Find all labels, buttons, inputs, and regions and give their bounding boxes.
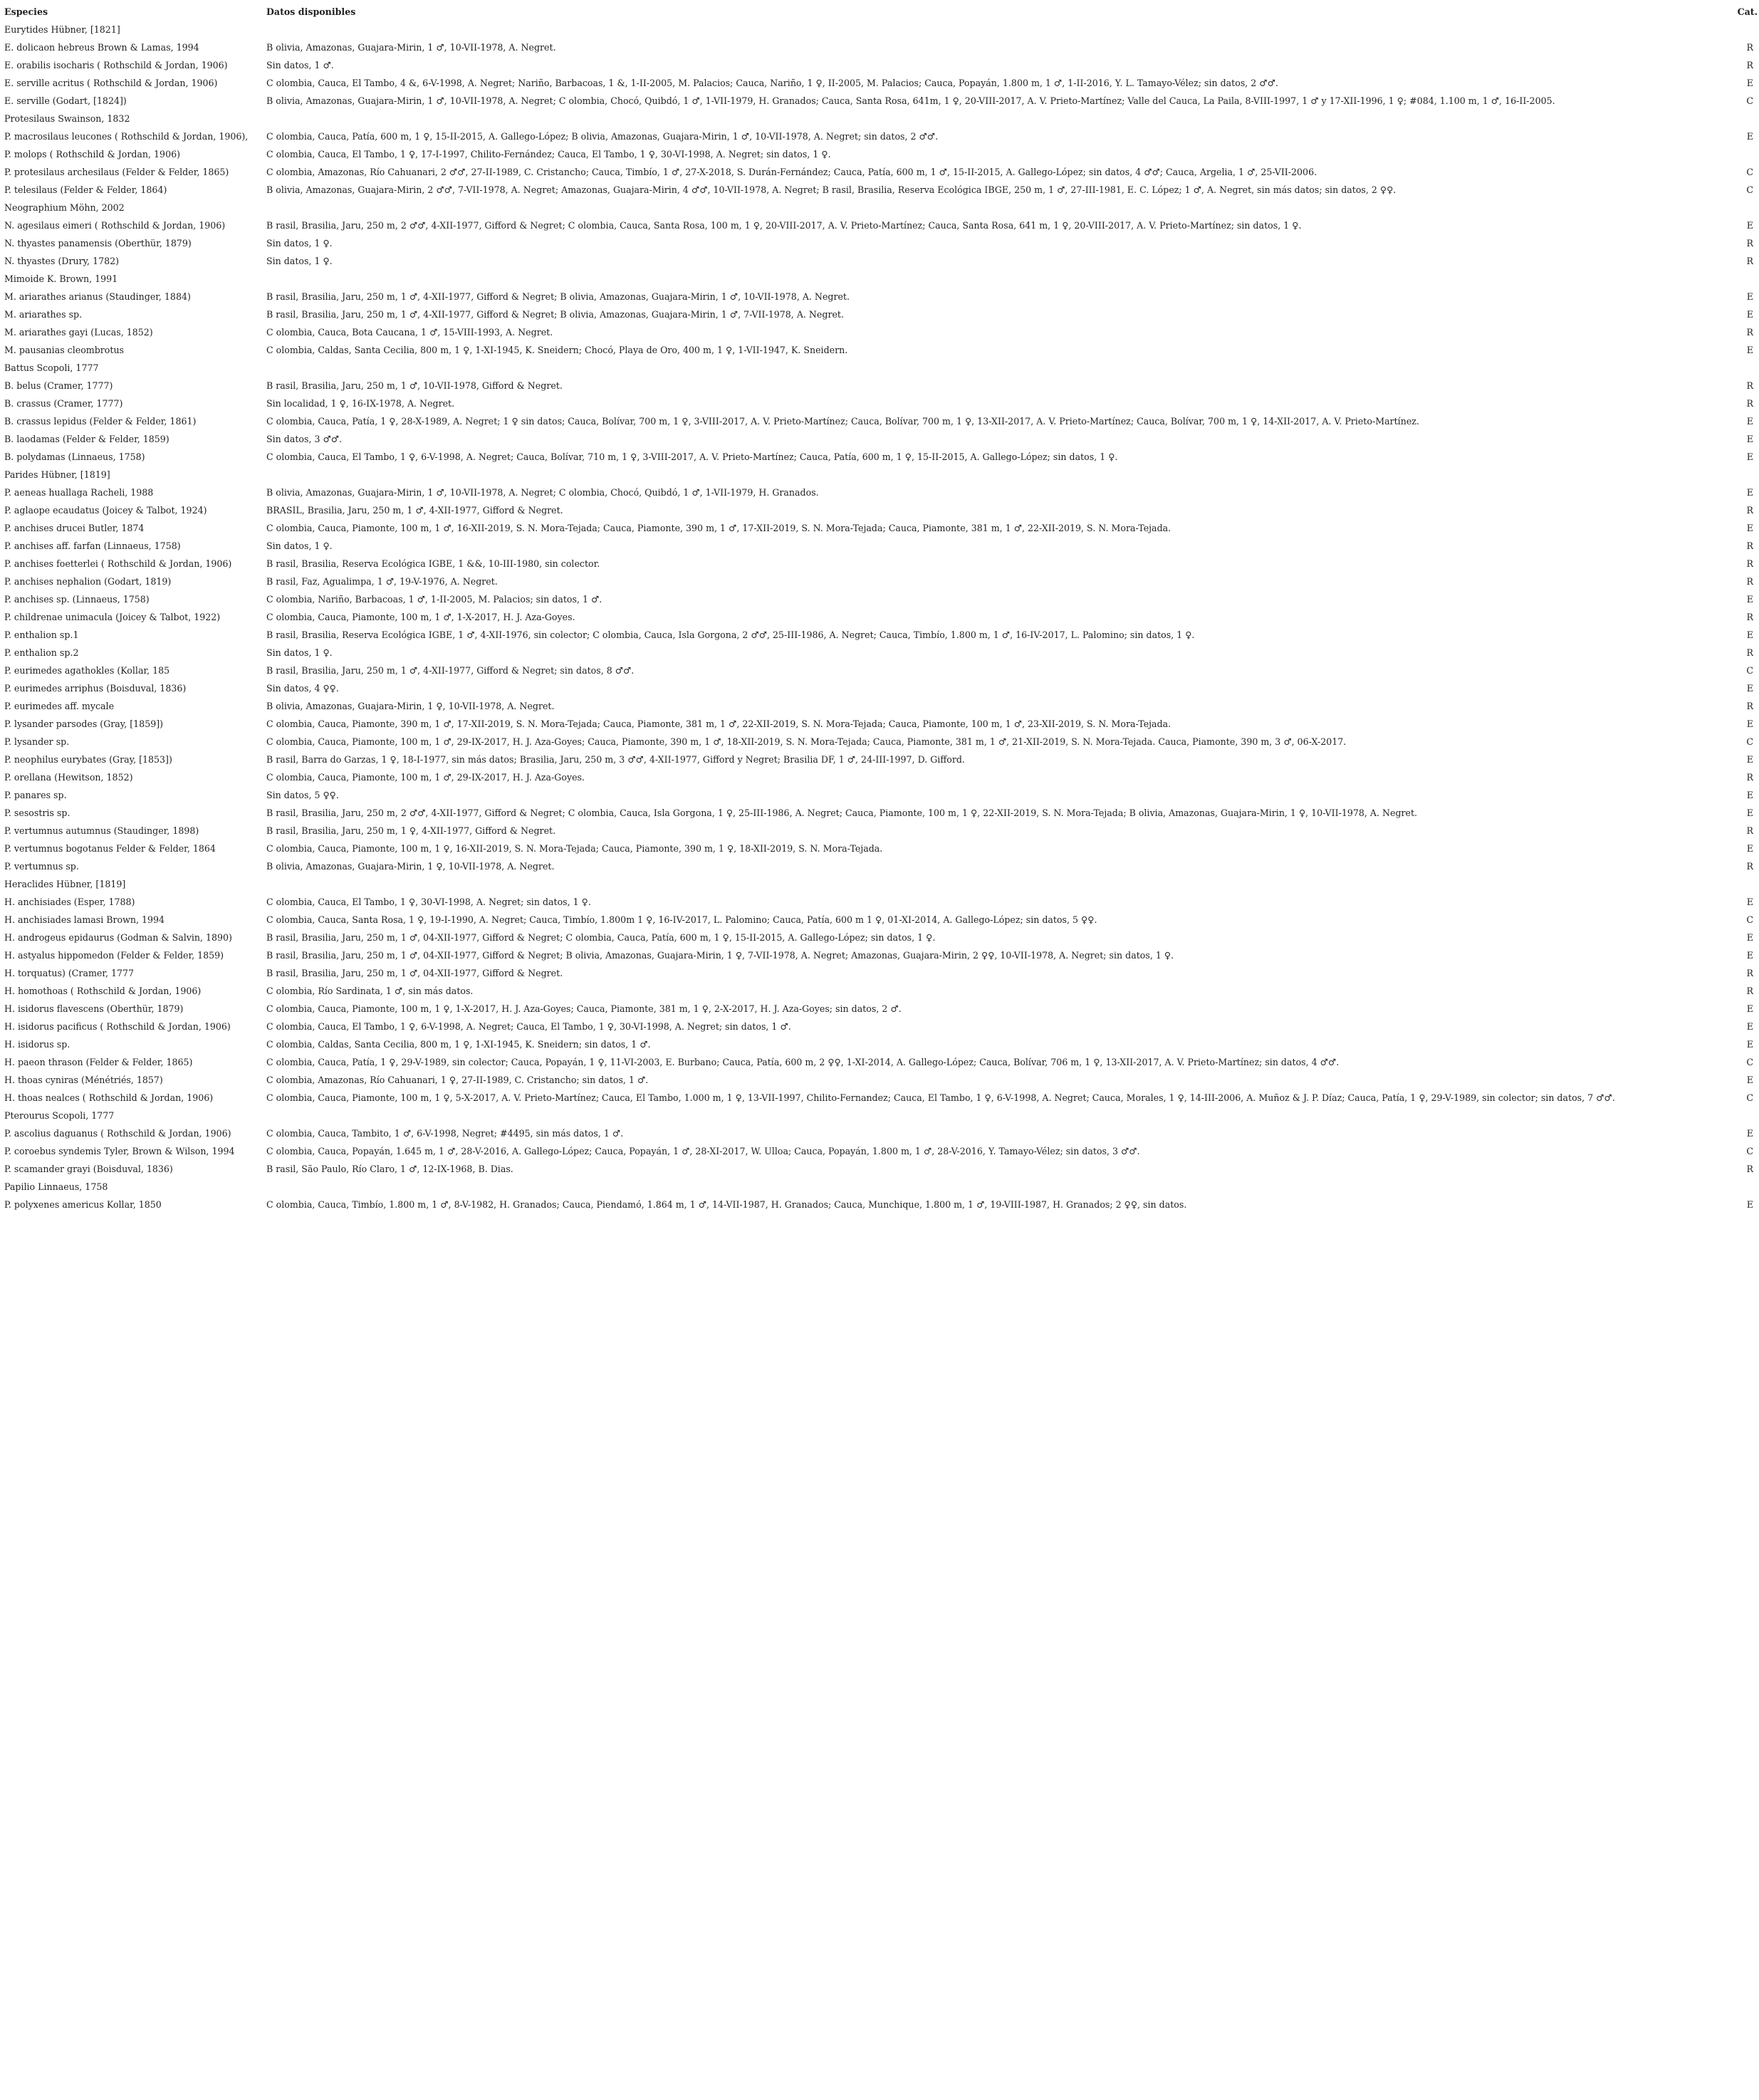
species-cell: E. serville (Godart, [1824])	[4, 95, 127, 106]
category-cell: R	[1746, 1164, 1753, 1174]
table-row	[4, 1142, 1758, 1160]
category-cell: E	[1746, 808, 1753, 818]
species-cell: P. protesilaus archesilaus (Felder & Felder, 1865)	[4, 167, 229, 177]
table-row	[4, 519, 1758, 537]
category-cell	[1736, 199, 1758, 216]
species-cell: P. molops ( Rothschild & Jordan, 1906)	[4, 149, 181, 160]
table-row	[4, 56, 1758, 74]
species-cell: P. enthalion sp.1	[4, 630, 79, 640]
data-cell: C olombia, Cauca, El Tambo, 1 ♀, 6-V-1998, A. Negret; Cauca, Bolívar, 710 m, 1 ♀, 3-VIII-2017, A. V. Prieto-Martínez; Cauca, Patía, 600 m, 1 ♀, 15-II-2015, A. Gallego-López; sin datos, 1 ♀.	[266, 451, 1118, 462]
species-cell: P. anchises nephalion (Godart, 1819)	[4, 576, 172, 587]
table-body	[4, 21, 1758, 1213]
category-cell	[1736, 110, 1758, 127]
category-cell	[1736, 270, 1758, 288]
category-cell: R	[1746, 238, 1753, 249]
species-cell: M. ariarathes arianus (Staudinger, 1884)	[4, 291, 191, 302]
data-cell: C olombia, Cauca, Piamonte, 100 m, 1 ♂, 29-IX-2017, H. J. Aza-Goyes; Cauca, Piamonte, 390 m, 1 ♂, 18-XII-2019, S. N. Mora-Tejada; Cauca, Piamonte, 381 m, 1 ♂, 21-XII-2019, S. N. Mora-Tejada. Cauca, Piamonte, 390 m, 3 ♂, 06-X-2017.	[266, 736, 1347, 747]
species-cell: P. eurimedes agathokles (Kollar, 185	[4, 665, 170, 676]
data-cell: C olombia, Cauca, Piamonte, 100 m, 1 ♂, 16-XII-2019, S. N. Mora-Tejada; Cauca, Piamonte, 390 m, 1 ♂, 17-XII-2019, S. N. Mora-Tejada; Cauca, Piamonte, 381 m, 1 ♂, 22-XII-2019, S. N. Mora-Tejada.	[266, 523, 1171, 533]
table-row	[4, 377, 1758, 395]
category-cell: R	[1746, 612, 1753, 622]
table-row	[4, 626, 1758, 644]
data-cell: C olombia, Caldas, Santa Cecilia, 800 m, 1 ♀, 1-XI-1945, K. Sneidern; Chocó, Playa de Oro, 400 m, 1 ♀, 1-VII-1947, K. Sneidern.	[266, 345, 848, 355]
data-cell: C olombia, Cauca, Patía, 1 ♀, 29-V-1989, sin colector; Cauca, Popayán, 1 ♀, 11-VI-2003, E. Burbano; Cauca, Patía, 600 m, 2 ♀♀, 1-XI-2014, A. Gallego-López; Cauca, Bolívar, 706 m, 1 ♀, 13-XII-2017, A. V. Prieto-Martínez; sin datos, 4 ♂♂.	[266, 1057, 1340, 1067]
category-cell: C	[1746, 1146, 1753, 1156]
table-row	[4, 822, 1758, 840]
species-cell: M. ariarathes gayi (Lucas, 1852)	[4, 327, 153, 338]
data-cell	[266, 110, 1736, 127]
category-cell: C	[1746, 736, 1753, 747]
table-row	[4, 163, 1758, 181]
data-cell: C olombia, Cauca, El Tambo, 4 &, 6-V-1998, A. Negret; Nariño, Barbacoas, 1 &, 1-II-2005, M. Palacios; Cauca, Nariño, 1 ♀, II-2005, M. Palacios; Cauca, Popayán, 1.800 m, 1 ♂, 1-II-2016, Y. L. Tamayo-Vélez; sin datos, 2 ♂♂.	[266, 78, 1278, 88]
data-cell: B rasil, Brasilia, Jaru, 250 m, 1 ♂, 4-XII-1977, Gifford & Negret; sin datos, 8 ♂♂.	[266, 665, 635, 676]
species-cell: H. torquatus) (Cramer, 1777	[4, 968, 135, 978]
data-cell: Sin datos, 1 ♂.	[266, 60, 334, 70]
data-cell	[266, 466, 1736, 484]
species-cell: H. anchisiades lamasi Brown, 1994	[4, 914, 165, 925]
category-cell: R	[1746, 968, 1753, 978]
genus-row	[4, 1107, 1758, 1124]
category-cell: C	[1746, 914, 1753, 925]
table-row	[4, 181, 1758, 199]
species-cell: P. lysander sp.	[4, 736, 70, 747]
species-cell: P. eurimedes aff. mycale	[4, 701, 115, 711]
table-row	[4, 252, 1758, 270]
table-row	[4, 946, 1758, 964]
species-cell: B. crassus (Cramer, 1777)	[4, 398, 123, 409]
species-cell: P. enthalion sp.2	[4, 647, 79, 658]
table-row	[4, 768, 1758, 786]
species-cell: P. macrosilaus leucones ( Rothschild & Jordan, 1906),	[4, 131, 249, 142]
table-row	[4, 573, 1758, 590]
category-cell: E	[1746, 434, 1753, 444]
category-cell: R	[1746, 60, 1753, 70]
data-cell: B rasil, Brasilia, Jaru, 250 m, 2 ♂♂, 4-XII-1977, Gifford & Negret; C olombia, Cauca, Santa Rosa, 100 m, 1 ♀, 20-VIII-2017, A. V. Prieto-Martínez; Cauca, Santa Rosa, 641 m, 1 ♀, 20-VIII-2017, A. V. Prieto-Martínez; sin datos, 1 ♀.	[266, 220, 1302, 231]
table-row	[4, 1053, 1758, 1071]
data-cell: C olombia, Cauca, Timbío, 1.800 m, 1 ♂, 8-V-1982, H. Granados; Cauca, Piendamó, 1.864 m, 1 ♂, 14-VII-1987, H. Granados; Cauca, Munchique, 1.800 m, 1 ♂, 19-VIII-1987, H. Granados; 2 ♀♀, sin datos.	[266, 1199, 1187, 1210]
table-row	[4, 537, 1758, 555]
table-row	[4, 216, 1758, 234]
species-cell: P. orellana (Hewitson, 1852)	[4, 772, 133, 783]
data-cell: C olombia, Nariño, Barbacoas, 1 ♂, 1-II-2005, M. Palacios; sin datos, 1 ♂.	[266, 594, 602, 605]
table-row	[4, 982, 1758, 1000]
species-cell: H. astyalus hippomedon (Felder & Felder, 1859)	[4, 950, 224, 961]
table-row	[4, 644, 1758, 662]
category-cell: E	[1746, 523, 1753, 533]
data-cell: C olombia, Amazonas, Río Cahuanari, 2 ♂♂, 27-II-1989, C. Cristancho; Cauca, Timbío, 1 ♂, 27-X-2018, S. Durán-Fernández; Cauca, Patía, 600 m, 1 ♂, 15-II-2015, A. Gallego-López; sin datos, 4 ♂♂; Cauca, Argelia, 1 ♂, 25-VII-2006.	[266, 167, 1317, 177]
species-cell: H. homothoas ( Rothschild & Jordan, 1906)	[4, 986, 202, 996]
data-cell: B rasil, Brasilia, Jaru, 250 m, 1 ♂, 4-XII-1977, Gifford & Negret; B olivia, Amazonas, Guajara-Mirin, 1 ♂, 7-VII-1978, A. Negret.	[266, 309, 844, 320]
data-cell: Sin datos, 1 ♀.	[266, 238, 333, 249]
table-row	[4, 590, 1758, 608]
table-row	[4, 1124, 1758, 1142]
table-row	[4, 715, 1758, 733]
data-cell	[266, 1107, 1736, 1124]
table-row	[4, 662, 1758, 679]
category-cell: R	[1746, 825, 1753, 836]
category-cell: E	[1746, 291, 1753, 302]
data-cell: C olombia, Cauca, Patía, 600 m, 1 ♀, 15-II-2015, A. Gallego-López; B olivia, Amazonas, Guajara-Mirin, 1 ♂, 10-VII-1978, A. Negret; sin datos, 2 ♂♂.	[266, 131, 939, 142]
data-cell: C olombia, Amazonas, Río Cahuanari, 1 ♀, 27-II-1989, C. Cristancho; sin datos, 1 ♂.	[266, 1075, 649, 1085]
table-row	[4, 1196, 1758, 1213]
species-cell: H. paeon thrason (Felder & Felder, 1865)	[4, 1057, 193, 1067]
table-row	[4, 804, 1758, 822]
species-cell: H. thoas nealces ( Rothschild & Jordan, 1906)	[4, 1092, 214, 1103]
data-cell: B rasil, Brasilia, Jaru, 250 m, 1 ♀, 4-XII-1977, Gifford & Negret.	[266, 825, 556, 836]
table-row	[4, 1071, 1758, 1089]
table-row	[4, 751, 1758, 768]
data-cell: B rasil, Brasilia, Reserva Ecológica IGBE, 1 &&, 10-III-1980, sin colector.	[266, 558, 600, 569]
data-cell: Sin datos, 3 ♂♂.	[266, 434, 343, 444]
data-cell: B olivia, Amazonas, Guajara-Mirin, 1 ♂, 10-VII-1978, A. Negret.	[266, 42, 556, 53]
species-cell: B. belus (Cramer, 1777)	[4, 380, 113, 391]
species-cell: E. serville acritus ( Rothschild & Jordan, 1906)	[4, 78, 218, 88]
category-cell: R	[1746, 42, 1753, 53]
category-cell: C	[1746, 1057, 1753, 1067]
category-cell: E	[1746, 1039, 1753, 1050]
table-row	[4, 323, 1758, 341]
category-cell: R	[1746, 540, 1753, 551]
category-cell: E	[1746, 416, 1753, 427]
category-cell	[1736, 1178, 1758, 1196]
table-row	[4, 786, 1758, 804]
category-cell: E	[1746, 1075, 1753, 1085]
category-cell: R	[1746, 986, 1753, 996]
category-cell: E	[1746, 630, 1753, 640]
table-row	[4, 697, 1758, 715]
data-cell	[266, 21, 1736, 38]
table-row	[4, 1000, 1758, 1018]
header-species: Especies	[4, 6, 48, 17]
table-row	[4, 1018, 1758, 1035]
data-cell: C olombia, Cauca, Piamonte, 100 m, 1 ♀, 1-X-2017, H. J. Aza-Goyes; Cauca, Piamonte, 381 m, 1 ♀, 2-X-2017, H. J. Aza-Goyes; sin datos, 2 ♂.	[266, 1003, 902, 1014]
category-cell: E	[1746, 1003, 1753, 1014]
data-cell	[266, 1178, 1736, 1196]
header-row	[4, 3, 1758, 21]
table-row	[4, 911, 1758, 929]
category-cell: R	[1746, 398, 1753, 409]
genus-cell: Heraclides Hübner, [1819]	[4, 879, 126, 889]
table-row	[4, 929, 1758, 946]
species-cell: H. isidorus sp.	[4, 1039, 71, 1050]
data-cell: B olivia, Amazonas, Guajara-Mirin, 1 ♂, 10-VII-1978, A. Negret; C olombia, Chocó, Quibdó, 1 ♂, 1-VII-1979, H. Granados; Cauca, Santa Rosa, 641m, 1 ♀, 20-VIII-2017, A. V. Prieto-Martínez; Valle del Cauca, La Paila, 8-VIII-1997, 1 ♂ y 17-XII-1996, 1 ♀; #084, 1.100 m, 1 ♂, 16-II-2005.	[266, 95, 1555, 106]
table-row	[4, 74, 1758, 92]
data-cell: C olombia, Cauca, Piamonte, 390 m, 1 ♂, 17-XII-2019, S. N. Mora-Tejada; Cauca, Piamonte, 381 m, 1 ♂, 22-XII-2019, S. N. Mora-Tejada; Cauca, Piamonte, 100 m, 1 ♂, 23-XII-2019, S. N. Mora-Tejada.	[266, 719, 1171, 729]
category-cell: E	[1746, 451, 1753, 462]
table-row	[4, 964, 1758, 982]
data-cell: C olombia, Cauca, Piamonte, 100 m, 1 ♂, 29-IX-2017, H. J. Aza-Goyes.	[266, 772, 585, 783]
data-cell: C olombia, Cauca, Tambito, 1 ♂, 6-V-1998, Negret; #4495, sin más datos, 1 ♂.	[266, 1128, 624, 1139]
genus-cell: Papilio Linnaeus, 1758	[4, 1181, 108, 1192]
table-row	[4, 1160, 1758, 1178]
category-cell: C	[1746, 95, 1753, 106]
data-cell: C olombia, Río Sardinata, 1 ♂, sin más datos.	[266, 986, 474, 996]
genus-cell: Mimoide K. Brown, 1991	[4, 273, 118, 284]
genus-row	[4, 875, 1758, 893]
category-cell: E	[1746, 1199, 1753, 1210]
genus-cell: Protesilaus Swainson, 1832	[4, 113, 130, 124]
category-cell: E	[1746, 1021, 1753, 1032]
category-cell: E	[1746, 131, 1753, 142]
category-cell: E	[1746, 932, 1753, 943]
header-data: Datos disponibles	[266, 6, 356, 17]
category-cell: E	[1746, 897, 1753, 907]
species-cell: P. scamander grayi (Boisduval, 1836)	[4, 1164, 173, 1174]
species-cell: H. androgeus epidaurus (Godman & Salvin, 1890)	[4, 932, 232, 943]
species-cell: N. thyastes (Drury, 1782)	[4, 256, 120, 266]
data-cell: BRASIL, Brasilia, Jaru, 250 m, 1 ♂, 4-XII-1977, Gifford & Negret.	[266, 505, 563, 516]
category-cell: E	[1746, 719, 1753, 729]
table-row	[4, 127, 1758, 145]
category-cell	[1736, 145, 1758, 163]
genus-cell: Eurytides Hübner, [1821]	[4, 24, 120, 35]
table-row	[4, 448, 1758, 466]
species-cell: P. anchises aff. farfan (Linnaeus, 1758)	[4, 540, 181, 551]
table-row	[4, 484, 1758, 501]
genus-row	[4, 199, 1758, 216]
table-row	[4, 555, 1758, 573]
species-cell: E. orabilis isocharis ( Rothschild & Jordan, 1906)	[4, 60, 228, 70]
species-cell: B. crassus lepidus (Felder & Felder, 1861)	[4, 416, 197, 427]
category-cell: E	[1746, 790, 1753, 800]
species-cell: P. lysander parsodes (Gray, [1859])	[4, 719, 164, 729]
data-cell: B olivia, Amazonas, Guajara-Mirin, 1 ♂, 10-VII-1978, A. Negret; C olombia, Chocó, Quibdó, 1 ♂, 1-VII-1979, H. Granados.	[266, 487, 819, 498]
species-cell: P. sesostris sp.	[4, 808, 71, 818]
data-cell: Sin datos, 1 ♀.	[266, 256, 333, 266]
category-cell: R	[1746, 701, 1753, 711]
genus-cell: Battus Scopoli, 1777	[4, 362, 99, 373]
data-cell: C olombia, Cauca, Santa Rosa, 1 ♀, 19-I-1990, A. Negret; Cauca, Timbío, 1.800m 1 ♀, 16-IV-2017, L. Palomino; Cauca, Patía, 600 m 1 ♀, 01-XI-2014, A. Gallego-López; sin datos, 5 ♀♀.	[266, 914, 1097, 925]
category-cell	[1736, 21, 1758, 38]
category-cell: R	[1746, 772, 1753, 783]
category-cell: R	[1746, 647, 1753, 658]
category-cell: R	[1746, 861, 1753, 872]
species-cell: P. aeneas huallaga Racheli, 1988	[4, 487, 154, 498]
table-row	[4, 430, 1758, 448]
data-cell: B rasil, Brasilia, Jaru, 250 m, 1 ♂, 10-VII-1978, Gifford & Negret.	[266, 380, 563, 391]
category-cell: R	[1746, 505, 1753, 516]
species-cell: B. polydamas (Linnaeus, 1758)	[4, 451, 145, 462]
species-cell: P. childrenae unimacula (Joicey & Talbot, 1922)	[4, 612, 221, 622]
table-row	[4, 305, 1758, 323]
species-records-table	[4, 3, 1758, 1213]
category-cell	[1736, 359, 1758, 377]
data-cell: B rasil, Brasilia, Jaru, 250 m, 1 ♂, 04-XII-1977, Gifford & Negret.	[266, 968, 563, 978]
data-cell: Sin datos, 1 ♀.	[266, 647, 333, 658]
table-row	[4, 412, 1758, 430]
species-cell: H. isidorus pacificus ( Rothschild & Jordan, 1906)	[4, 1021, 231, 1032]
table-row	[4, 857, 1758, 875]
category-cell: E	[1746, 683, 1753, 694]
category-cell	[1736, 875, 1758, 893]
species-cell: P. anchises drucei Butler, 1874	[4, 523, 145, 533]
category-cell: E	[1746, 345, 1753, 355]
category-cell: R	[1746, 380, 1753, 391]
data-cell: Sin datos, 1 ♀.	[266, 540, 333, 551]
species-cell: P. panares sp.	[4, 790, 67, 800]
category-cell	[1736, 466, 1758, 484]
data-cell: C olombia, Cauca, Popayán, 1.645 m, 1 ♂, 28-V-2016, A. Gallego-López; Cauca, Popayán, 1 ♂, 28-XI-2017, W. Ulloa; Cauca, Popayán, 1.800 m, 1 ♂, 28-V-2016, Y. Tamayo-Vélez; sin datos, 3 ♂♂.	[266, 1146, 1140, 1156]
category-cell: R	[1746, 256, 1753, 266]
species-cell: H. isidorus flavescens (Oberthür, 1879)	[4, 1003, 184, 1014]
category-cell: C	[1746, 665, 1753, 676]
category-cell	[1736, 1107, 1758, 1124]
table-row	[4, 38, 1758, 56]
species-cell: P. anchises sp. (Linnaeus, 1758)	[4, 594, 150, 605]
table-row	[4, 288, 1758, 305]
table-row	[4, 733, 1758, 751]
table-row	[4, 501, 1758, 519]
data-cell: Sin datos, 4 ♀♀.	[266, 683, 339, 694]
data-cell: B rasil, São Paulo, Río Claro, 1 ♂, 12-IX-1968, B. Dias.	[266, 1164, 513, 1174]
table-row	[4, 893, 1758, 911]
species-cell: P. ascolius daguanus ( Rothschild & Jordan, 1906)	[4, 1128, 231, 1139]
species-cell: N. agesilaus eimeri ( Rothschild & Jordan, 1906)	[4, 220, 226, 231]
data-cell: C olombia, Caldas, Santa Cecilia, 800 m, 1 ♀, 1-XI-1945, K. Sneidern; sin datos, 1 ♂.	[266, 1039, 651, 1050]
species-cell: N. thyastes panamensis (Oberthür, 1879)	[4, 238, 192, 249]
data-cell: B rasil, Brasilia, Reserva Ecológica IGBE, 1 ♂, 4-XII-1976, sin colector; C olombia, Cauca, Isla Gorgona, 2 ♂♂, 25-III-1986, A. Negret; Cauca, Timbío, 1.800 m, 1 ♂, 16-IV-2017, L. Palomino; sin datos, 1 ♀.	[266, 630, 1195, 640]
table-row	[4, 1035, 1758, 1053]
category-cell: R	[1746, 576, 1753, 587]
category-cell: E	[1746, 220, 1753, 231]
table-row	[4, 234, 1758, 252]
data-cell: B rasil, Brasilia, Jaru, 250 m, 2 ♂♂, 4-XII-1977, Gifford & Negret; C olombia, Cauca, Isla Gorgona, 1 ♀, 25-III-1986, A. Negret; Cauca, Piamonte, 100 m, 1 ♀, 22-XII-2019, S. N. Mora-Tejada; B olivia, Amazonas, Guajara-Mirin, 1 ♀, 10-VII-1978, A. Negret.	[266, 808, 1418, 818]
genus-cell: Parides Hübner, [1819]	[4, 469, 110, 480]
data-cell: Sin localidad, 1 ♀, 16-IX-1978, A. Negret.	[266, 398, 455, 409]
species-cell: M. pausanias cleombrotus	[4, 345, 125, 355]
table-row	[4, 1089, 1758, 1107]
data-cell	[266, 359, 1736, 377]
species-cell: P. vertumnus autumnus (Staudinger, 1898)	[4, 825, 199, 836]
category-cell: E	[1746, 78, 1753, 88]
genus-row	[4, 466, 1758, 484]
category-cell: E	[1746, 309, 1753, 320]
header-category: Cat.	[1737, 6, 1758, 17]
data-cell: C olombia, Cauca, Bota Caucana, 1 ♂, 15-VIII-1993, A. Negret.	[266, 327, 553, 338]
species-cell: P. telesilaus (Felder & Felder, 1864)	[4, 184, 167, 195]
data-cell: C olombia, Cauca, Piamonte, 100 m, 1 ♀, 16-XII-2019, S. N. Mora-Tejada; Cauca, Piamonte, 390 m, 1 ♀, 18-XII-2019, S. N. Mora-Tejada.	[266, 843, 883, 854]
data-cell: C olombia, Cauca, Piamonte, 100 m, 1 ♂, 1-X-2017, H. J. Aza-Goyes.	[266, 612, 575, 622]
genus-row	[4, 359, 1758, 377]
category-cell: R	[1746, 327, 1753, 338]
species-cell: P. aglaope ecaudatus (Joicey & Talbot, 1924)	[4, 505, 207, 516]
category-cell: E	[1746, 843, 1753, 854]
category-cell: E	[1746, 950, 1753, 961]
category-cell: C	[1746, 1092, 1753, 1103]
data-cell: B rasil, Brasilia, Jaru, 250 m, 1 ♂, 04-XII-1977, Gifford & Negret; C olombia, Cauca, Patía, 600 m, 1 ♀, 15-II-2015, A. Gallego-López; sin datos, 1 ♀.	[266, 932, 936, 943]
data-cell: B rasil, Faz, Agualimpa, 1 ♂, 19-V-1976, A. Negret.	[266, 576, 498, 587]
genus-row	[4, 21, 1758, 38]
data-cell: B rasil, Brasilia, Jaru, 250 m, 1 ♂, 4-XII-1977, Gifford & Negret; B olivia, Amazonas, Guajara-Mirin, 1 ♂, 10-VII-1978, A. Negret.	[266, 291, 850, 302]
species-cell: P. anchises foetterlei ( Rothschild & Jordan, 1906)	[4, 558, 232, 569]
data-cell: B olivia, Amazonas, Guajara-Mirin, 1 ♀, 10-VII-1978, A. Negret.	[266, 701, 555, 711]
category-cell: E	[1746, 594, 1753, 605]
species-cell: P. vertumnus sp.	[4, 861, 79, 872]
species-cell: P. polyxenes americus Kollar, 1850	[4, 1199, 162, 1210]
category-cell: E	[1746, 754, 1753, 765]
category-cell: R	[1746, 558, 1753, 569]
species-cell: M. ariarathes sp.	[4, 309, 83, 320]
table-row	[4, 395, 1758, 412]
genus-row	[4, 110, 1758, 127]
data-cell	[266, 199, 1736, 216]
species-cell: P. eurimedes arriphus (Boisduval, 1836)	[4, 683, 187, 694]
data-cell: Sin datos, 5 ♀♀.	[266, 790, 339, 800]
data-cell	[266, 875, 1736, 893]
species-cell: E. dolicaon hebreus Brown & Lamas, 1994	[4, 42, 199, 53]
species-cell: H. thoas cyniras (Ménétriés, 1857)	[4, 1075, 163, 1085]
table-row	[4, 608, 1758, 626]
category-cell: C	[1746, 184, 1753, 195]
genus-cell: Neographium Möhn, 2002	[4, 202, 125, 213]
genus-cell: Pterourus Scopoli, 1777	[4, 1110, 115, 1121]
species-cell: P. neophilus eurybates (Gray, [1853])	[4, 754, 172, 765]
genus-row	[4, 1178, 1758, 1196]
table-row	[4, 840, 1758, 857]
data-cell: C olombia, Cauca, El Tambo, 1 ♀, 30-VI-1998, A. Negret; sin datos, 1 ♀.	[266, 897, 591, 907]
data-cell: C olombia, Cauca, Piamonte, 100 m, 1 ♀, 5-X-2017, A. V. Prieto-Martínez; Cauca, El Tambo, 1.000 m, 1 ♀, 13-VII-1997, Chilito-Fernandez; Cauca, El Tambo, 1 ♀, 6-V-1998, A. Negret; Cauca, Morales, 1 ♀, 14-III-2006, A. Muñoz & J. P. Díaz; Cauca, Patía, 1 ♀, 29-V-1989, sin colector; sin datos, 7 ♂♂.	[266, 1092, 1615, 1103]
category-cell: E	[1746, 487, 1753, 498]
category-cell: C	[1746, 167, 1753, 177]
data-cell: B olivia, Amazonas, Guajara-Mirin, 2 ♂♂, 7-VII-1978, A. Negret; Amazonas, Guajara-Mirin, 4 ♂♂, 10-VII-1978, A. Negret; B rasil, Brasilia, Reserva Ecológica IBGE, 250 m, 1 ♂, 27-III-1981, E. C. López; 1 ♂, A. Negret, sin más datos; sin datos, 2 ♀♀.	[266, 184, 1397, 195]
table-row	[4, 341, 1758, 359]
species-cell: H. anchisiades (Esper, 1788)	[4, 897, 135, 907]
data-cell: C olombia, Cauca, Patía, 1 ♀, 28-X-1989, A. Negret; 1 ♀ sin datos; Cauca, Bolívar, 700 m, 1 ♀, 3-VIII-2017, A. V. Prieto-Martínez; Cauca, Bolívar, 700 m, 1 ♀, 13-XII-2017, A. V. Prieto-Martínez; Cauca, Bolívar, 700 m, 1 ♀, 14-XII-2017, A. V. Prieto-Martínez.	[266, 416, 1419, 427]
data-cell	[266, 270, 1736, 288]
species-cell: P. coroebus syndemis Tyler, Brown & Wilson, 1994	[4, 1146, 235, 1156]
category-cell: E	[1746, 1128, 1753, 1139]
species-cell: P. vertumnus bogotanus Felder & Felder, 1864	[4, 843, 216, 854]
species-cell: B. laodamas (Felder & Felder, 1859)	[4, 434, 169, 444]
data-cell: B olivia, Amazonas, Guajara-Mirin, 1 ♀, 10-VII-1978, A. Negret.	[266, 861, 555, 872]
data-cell: B rasil, Brasilia, Jaru, 250 m, 1 ♂, 04-XII-1977, Gifford & Negret; B olivia, Amazonas, Guajara-Mirin, 1 ♀, 7-VII-1978, A. Negret; Amazonas, Guajara-Mirin, 2 ♀♀, 10-VII-1978, A. Negret; sin datos, 1 ♀.	[266, 950, 1174, 961]
data-cell: C olombia, Cauca, El Tambo, 1 ♀, 17-I-1997, Chilito-Fernández; Cauca, El Tambo, 1 ♀, 30-VI-1998, A. Negret; sin datos, 1 ♀.	[266, 149, 831, 160]
table-row	[4, 92, 1758, 110]
data-cell: B rasil, Barra do Garzas, 1 ♀, 18-I-1977, sin más datos; Brasilia, Jaru, 250 m, 3 ♂♂, 4-XII-1977, Gifford y Negret; Brasilia DF, 1 ♂, 24-III-1997, D. Gifford.	[266, 754, 965, 765]
table-row	[4, 145, 1758, 163]
genus-row	[4, 270, 1758, 288]
table-row	[4, 679, 1758, 697]
table-header	[4, 3, 1758, 21]
data-cell: C olombia, Cauca, El Tambo, 1 ♀, 6-V-1998, A. Negret; Cauca, El Tambo, 1 ♀, 30-VI-1998, A. Negret; sin datos, 1 ♂.	[266, 1021, 791, 1032]
